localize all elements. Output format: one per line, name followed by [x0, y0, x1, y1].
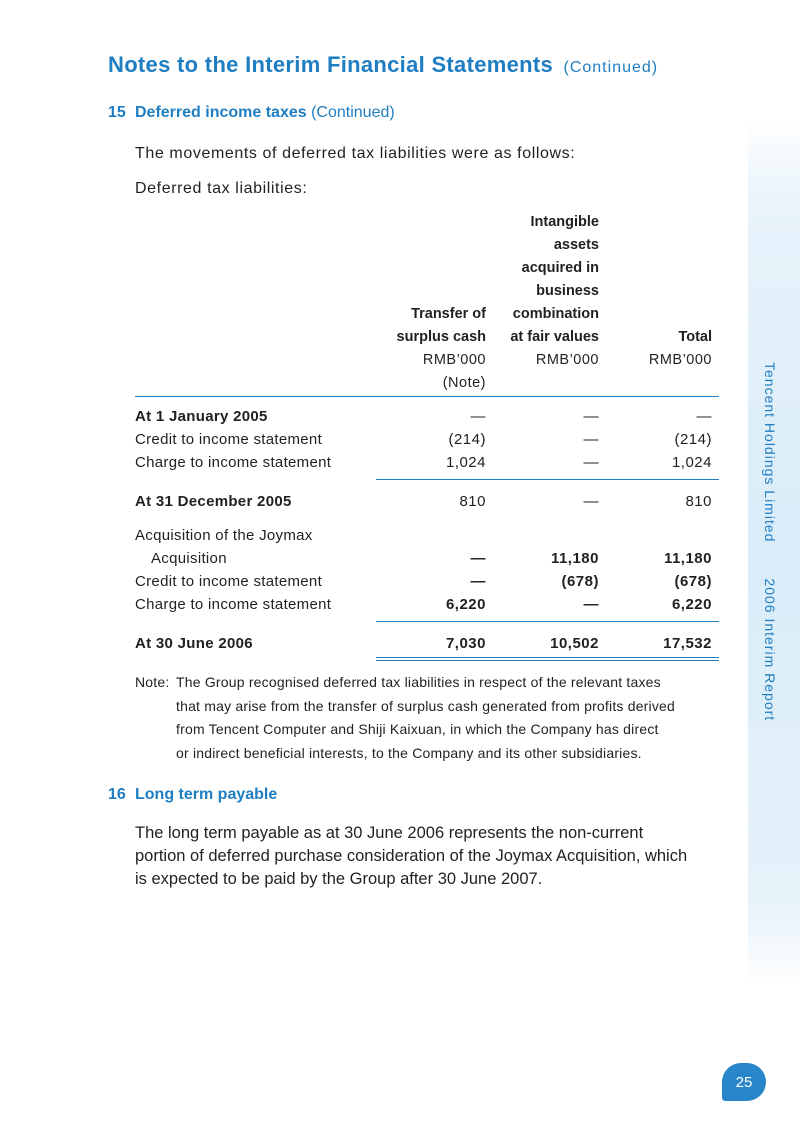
page-title-text: Notes to the Interim Financial Statements [108, 52, 554, 77]
total-double-rule [376, 657, 719, 658]
note-line: from Tencent Computer and Shiji Kaixuan, in which the Company has direct [176, 721, 659, 738]
cell-transfer: — [470, 573, 486, 590]
cell-total: 11,180 [663, 550, 712, 567]
col-header-total [649, 326, 712, 372]
page-title [108, 52, 658, 78]
section-15-heading [108, 104, 395, 122]
side-company-name: Tencent Holdings Limited [762, 362, 778, 543]
section-15-title: Deferred income taxes [135, 104, 307, 121]
note-line: that may arise from the transfer of surplus cash generated from profits derived [176, 697, 676, 714]
col-header-intangible-line: business [536, 283, 599, 299]
row-label: At 1 January 2005 [135, 408, 268, 425]
col-header-intangible-line: Intangible [530, 214, 599, 230]
page-number-badge [722, 1063, 766, 1101]
cell-intangible: 11,180 [550, 550, 599, 567]
row-label: Charge to income statement [135, 454, 332, 471]
cell-transfer: (214) [448, 431, 486, 448]
section-15-intro: The movements of deferred tax liabilities were as follows: [135, 145, 576, 162]
col-unit-intangible: RMB’000 [535, 352, 599, 368]
col-header-intangible [510, 211, 599, 372]
col-header-transfer [397, 303, 486, 395]
row-label-continued-text: Acquisition [151, 550, 227, 567]
section-16-heading [108, 786, 277, 804]
col-unit-total: RMB’000 [648, 352, 712, 368]
cell-intangible: (678) [561, 573, 599, 590]
cell-intangible: — [583, 454, 599, 471]
row-label: At 30 June 2006 [135, 635, 253, 652]
cell-total: (214) [674, 431, 712, 448]
cell-transfer: 1,024 [445, 454, 486, 471]
side-running-label [762, 362, 778, 721]
cell-transfer: 7,030 [445, 635, 486, 652]
page-number: 25 [735, 1073, 753, 1091]
row-label: Charge to income statement [135, 596, 332, 613]
section-16-line: is expected to be paid by the Group after 30 June 2007. [135, 870, 543, 888]
cell-intangible: 10,502 [550, 635, 599, 652]
cell-total: 6,220 [671, 596, 712, 613]
section-15-number: 15 [108, 104, 126, 121]
section-16-line: The long term payable as at 30 June 2006 represents the non-current [135, 824, 644, 842]
section-15-subheading: Deferred tax liabilities: [135, 180, 308, 197]
cell-intangible: — [583, 431, 599, 448]
col-header-intangible-line: combination [512, 306, 599, 322]
note-body [176, 671, 721, 766]
row-label: Credit to income statement [135, 431, 323, 448]
subtotal-rule [376, 479, 719, 480]
cell-intangible: — [583, 596, 599, 613]
col-header-intangible-line: acquired in [521, 260, 599, 276]
cell-intangible: — [583, 493, 599, 510]
row-label: Credit to income statement [135, 573, 323, 590]
subtotal-rule [376, 621, 719, 622]
col-unit-transfer: RMB’000 [422, 352, 486, 368]
section-15-continued: (Continued) [311, 104, 395, 121]
col-header-intangible-line: assets [553, 237, 599, 253]
cell-total: 17,532 [663, 635, 712, 652]
cell-total: (678) [674, 573, 712, 590]
row-label-continued [135, 550, 227, 567]
side-report-name: 2006 Interim Report [762, 578, 778, 722]
section-16-number: 16 [108, 786, 126, 803]
cell-transfer: — [470, 550, 486, 567]
cell-total: 810 [685, 493, 712, 510]
note-line: or indirect beneficial interests, to the Company and its other subsidiaries. [176, 745, 642, 762]
row-label: Acquisition of the Joymax [135, 527, 313, 544]
col-header-transfer-line: Transfer of [411, 306, 486, 322]
section-16-paragraph [135, 822, 719, 891]
cell-transfer: 6,220 [445, 596, 486, 613]
cell-total: — [696, 408, 712, 425]
col-note-ref: (Note) [442, 375, 486, 391]
cell-transfer: — [470, 408, 486, 425]
col-header-intangible-line: at fair values [510, 329, 599, 345]
col-header-transfer-line: surplus cash [396, 329, 486, 345]
note-label: Note: [135, 674, 170, 690]
total-double-rule [376, 660, 719, 661]
section-16-line: portion of deferred purchase consideration of the Joymax Acquisition, which [135, 847, 688, 865]
col-header-total-line: Total [678, 329, 712, 345]
cell-total: 1,024 [671, 454, 712, 471]
note-line: The Group recognised deferred tax liabilities in respect of the relevant taxes [176, 674, 661, 690]
section-16-title: Long term payable [135, 786, 278, 803]
cell-transfer: 810 [459, 493, 486, 510]
table-note [135, 671, 721, 766]
page-title-continued: (Continued) [563, 59, 659, 76]
cell-intangible: — [583, 408, 599, 425]
row-label: At 31 December 2005 [135, 493, 292, 510]
header-rule [135, 396, 719, 397]
